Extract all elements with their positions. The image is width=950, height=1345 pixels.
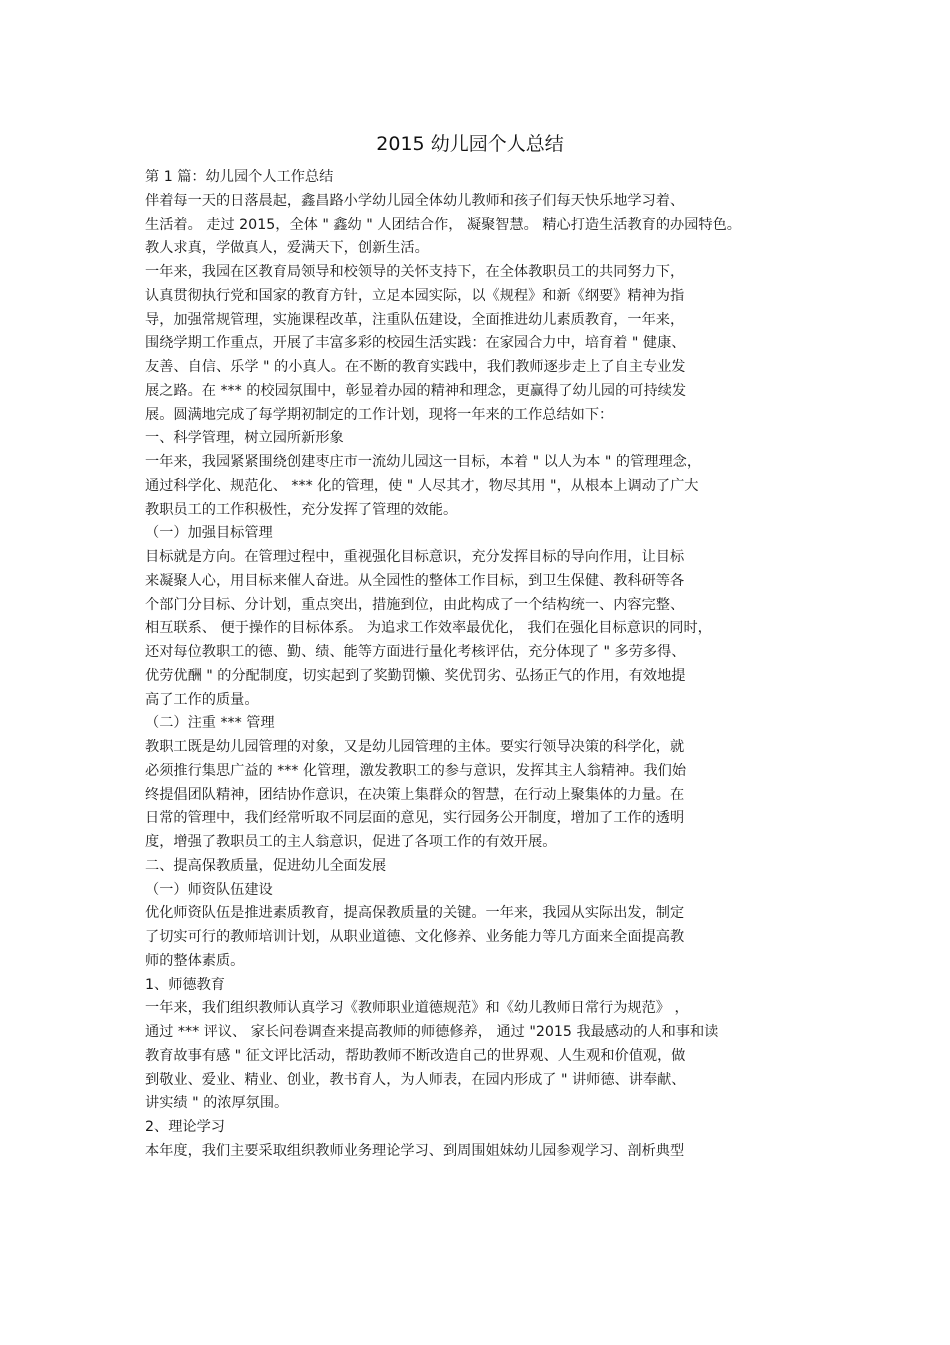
text-line: 1、师德教育 (145, 976, 225, 993)
text-line: 友善、自信、乐学 " 的小真人。在不断的教育实践中，我们教师逐步走上了自主专业发 (145, 359, 686, 375)
text-line: 讲实绩 " 的浓厚氛围。 (145, 1095, 289, 1112)
text-line: （一）师资队伍建设 (145, 881, 273, 898)
text-line: 来凝聚人心，用目标来催人奋进。从全园性的整体工作目标，到卫生保健、教科研等各 (145, 572, 685, 589)
text-line: 一年来，我们组织教师认真学习《教师职业道德规范》和《幼儿教师日常行为规范》 ， (145, 1000, 689, 1017)
text-line: 生活着。 走过 2015，全体 " 鑫幼 " 人团结合作， 凝聚智慧。 精心打造生活教育的办园特色。 (145, 216, 741, 233)
text-line: 教育故事有感 " 征文评比活动，帮助教师不断改造自己的世界观、人生观和价值观，做 (145, 1047, 686, 1064)
text-line: 教职工既是幼儿园管理的对象，又是幼儿园管理的主体。要实行领导决策的科学化，就 (145, 739, 685, 755)
text-line: 还对每位教职工的德、勤、绩、能等方面进行量化考核评估，充分体现了 " 多劳多得、 (145, 644, 686, 660)
text-line: 第 1 篇：幼儿园个人工作总结 (145, 169, 334, 185)
text-line: 相互联系、 便于操作的目标体系。 为追求工作效率最优化， 我们在强化目标意识的同时， (145, 620, 712, 637)
text-line: 2、理论学习 (145, 1119, 225, 1135)
text-line: 通过 *** 评议、 家长问卷调查来提高教师的师德修养， 通过 "2015 我最感动的人和事和读 (145, 1024, 719, 1040)
text-line: 终提倡团队精神，团结协作意识，在决策上集群众的智慧，在行动上聚集体的力量。在 (145, 786, 685, 803)
text-line: 到敬业、爱业、精业、创业，教书育人，为人师表，在园内形成了 " 讲师德、讲奉献、 (145, 1071, 686, 1088)
text-line: 一年来，我园在区教育局领导和校领导的关怀支持下，在全体教职员工的共同努力下， (145, 264, 685, 280)
text-line: （一）加强目标管理 (145, 525, 273, 542)
text-line: 目标就是方向。在管理过程中，重视强化目标意识，充分发挥目标的导向作用，让目标 (145, 549, 685, 565)
text-line: （二）注重 *** 管理 (145, 715, 275, 732)
text-line: 展之路。在 *** 的校园氛围中，彰显着办园的精神和理念，更赢得了幼儿园的可持续发 (145, 382, 687, 399)
document-body (145, 166, 825, 1164)
text-line: 认真贯彻执行党和国家的教育方针，立足本园实际，以《规程》和新《纲要》精神为指 (145, 287, 685, 304)
text-line: 围绕学期工作重点，开展了丰富多彩的校园生活实践：在家园合力中，培育着 " 健康、 (145, 335, 686, 352)
text-line: 本年度，我们主要采取组织教师业务理论学习、到周围姐妹幼儿园参观学习、剖析典型 (145, 1142, 685, 1159)
text-line: 教人求真，学做真人，爱满天下，创新生活。 (145, 240, 429, 257)
text-line: 日常的管理中，我们经常听取不同层面的意见，实行园务公开制度，增加了工作的透明 (145, 810, 685, 827)
text-line: 导，加强常规管理，实施课程改革，注重队伍建设，全面推进幼儿素质教育，一年来， (145, 311, 685, 328)
text-line: 师的整体素质。 (145, 952, 245, 969)
text-line: 优劳优酬 " 的分配制度，切实起到了奖勤罚懒、奖优罚劣、弘扬正气的作用，有效地提 (145, 667, 686, 684)
text-line: 高了工作的质量。 (145, 691, 259, 708)
text-line: 展。圆满地完成了每学期初制定的工作计划，现将一年来的工作总结如下： (145, 406, 614, 423)
document-title: 2015 幼儿园个人总结 (376, 133, 564, 155)
text-line: 优化师资队伍是推进素质教育，提高保教质量的关键。一年来，我园从实际出发，制定 (145, 905, 685, 922)
text-line: 个部门分目标、分计划，重点突出，措施到位，由此构成了一个结构统一、内容完整、 (145, 596, 685, 613)
text-line: 通过科学化、规范化、 *** 化的管理，使 " 人尽其才，物尽其用 "，从根本上调动了广大 (145, 477, 699, 494)
text-line: 一年来，我园紧紧围绕创建枣庄市一流幼儿园这一目标，本着 " 以人为本 " 的管理理念， (145, 454, 702, 470)
text-line: 必须推行集思广益的 *** 化管理，激发教职工的参与意识，发挥其主人翁精神。我们始 (145, 762, 687, 779)
text-line: 伴着每一天的日落晨起，鑫昌路小学幼儿园全体幼儿教师和孩子们每天快乐地学习着、 (145, 192, 685, 209)
text-line: 教职员工的工作积极性，充分发挥了管理的效能。 (145, 501, 458, 518)
text-line: 一、科学管理，树立园所新形象 (145, 430, 344, 447)
text-line: 了切实可行的教师培训计划，从职业道德、文化修养、业务能力等几方面来全面提高教 (145, 929, 685, 945)
text-line: 度，增强了教职员工的主人翁意识，促进了各项工作的有效开展。 (145, 834, 557, 850)
text-line: 二、提高保教质量，促进幼儿全面发展 (145, 857, 387, 874)
